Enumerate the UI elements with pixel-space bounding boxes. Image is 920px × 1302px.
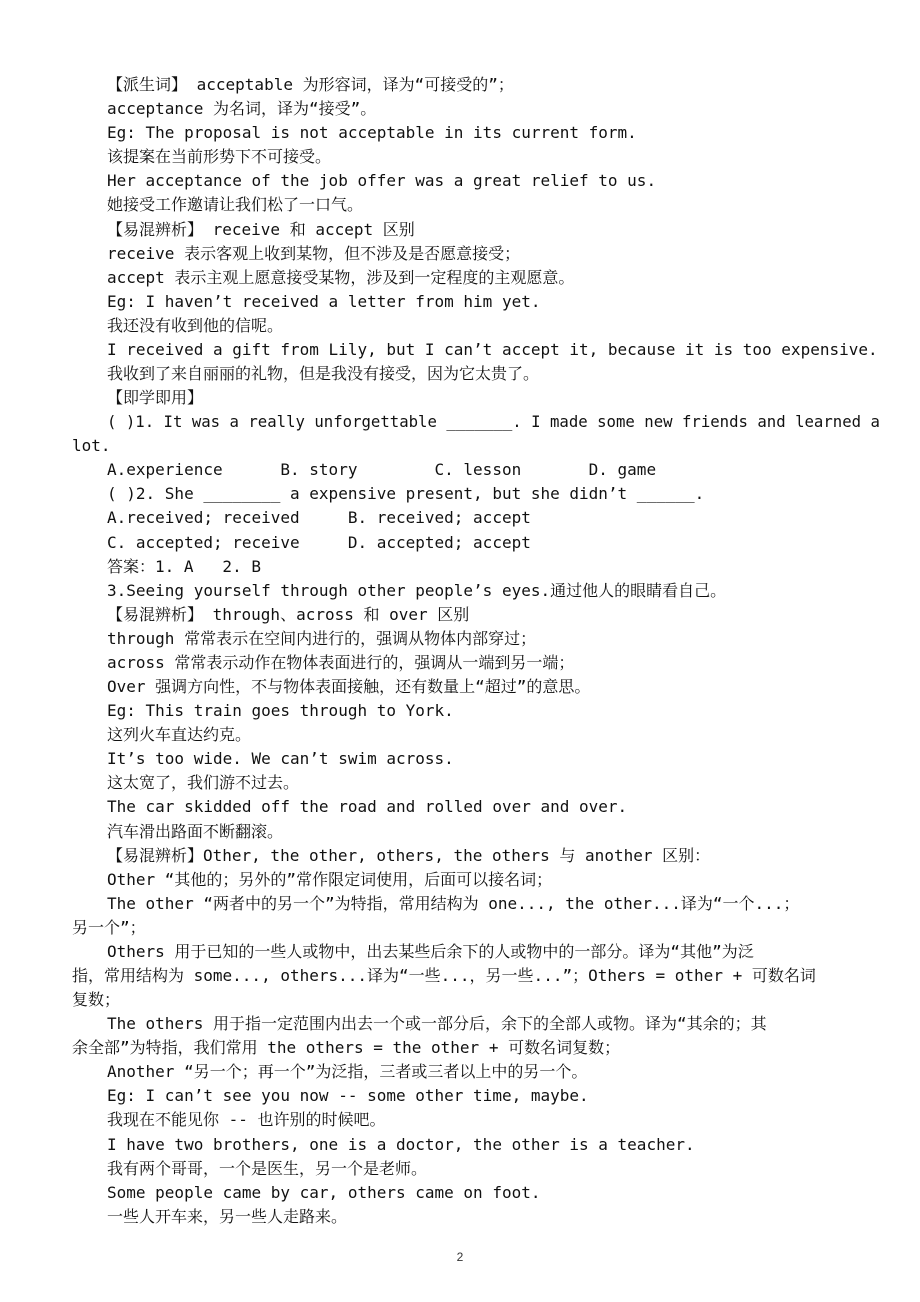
- text-line: 【易混辨析】Other, the other, others, the others 与 another 区别：: [107, 845, 711, 865]
- text-line: 【易混辨析】 receive 和 accept 区别: [107, 219, 415, 239]
- text-line: C. accepted; receive D. accepted; accept: [107, 532, 531, 552]
- text-line: Her acceptance of the job offer was a great relief to us.: [107, 171, 657, 191]
- text-line: Eg: The proposal is not acceptable in its current form.: [107, 123, 637, 143]
- text-line: Some people came by car, others came on foot.: [107, 1182, 541, 1202]
- text-line: ( )2. She ________ a expensive present, but she didn’t ______.: [107, 484, 705, 504]
- text-line: The other “两者中的另一个”为特指，常用结构为 one..., the other...译为“一个...；: [107, 893, 800, 913]
- text-line: 我现在不能见你 -- 也许别的时候吧。: [107, 1110, 386, 1130]
- text-line: 这太宽了，我们游不过去。: [107, 773, 300, 793]
- text-line: 她接受工作邀请让我们松了一口气。: [107, 195, 364, 215]
- text-line: A.experience B. story C. lesson D. game: [107, 460, 657, 480]
- text-line: across 常常表示动作在物体表面进行的，强调从一端到另一端；: [107, 652, 575, 672]
- text-line: 我还没有收到他的信呢。: [107, 315, 284, 335]
- text-line: Eg: I can’t see you now -- some other time, maybe.: [107, 1086, 589, 1106]
- text-line: 3.Seeing yourself through other people’s eyes.通过他人的眼睛看自己。: [107, 580, 727, 600]
- text-line: Over 强调方向性，不与物体表面接触，还有数量上“超过”的意思。: [107, 677, 591, 696]
- text-line: Others 用于已知的一些人或物中，出去某些后余下的人或物中的一部分。译为“其他”为泛: [107, 941, 754, 961]
- text-line: Eg: This train goes through to York.: [107, 701, 454, 721]
- text-line: The car skidded off the road and rolled over and over.: [107, 797, 628, 817]
- text-line: 【派生词】 acceptable 为形容词，译为“可接受的”；: [107, 75, 514, 94]
- text-line: 该提案在当前形势下不可接受。: [107, 147, 332, 167]
- text-line: accept 表示主观上愿意接受某物，涉及到一定程度的主观愿意。: [107, 267, 575, 287]
- text-line: I received a gift from Lily, but I can’t accept it, because it is too expensive.: [107, 339, 878, 359]
- text-line: 一些人开车来，另一些人走路来。: [107, 1206, 348, 1226]
- text-line: 【易混辨析】 through、across 和 over 区别: [107, 604, 470, 624]
- text-line: 我收到了来自丽丽的礼物，但是我没有接受，因为它太贵了。: [107, 364, 540, 383]
- text-line: The others 用于指一定范围内出去一个或一部分后，余下的全部人或物。译为“其余的；其: [107, 1014, 767, 1034]
- text-line: 指，常用结构为 some..., others...译为“一些...，另一些...”；Others = other + 可数名词: [72, 966, 816, 985]
- text-line: Eg: I haven’t received a letter from him yet.: [107, 291, 541, 311]
- text-line: 答案：1. A 2. B: [107, 556, 261, 576]
- text-line: 【即学即用】: [107, 388, 204, 407]
- text-line: A.received; received B. received; accept: [107, 508, 531, 528]
- text-line: It’s too wide. We can’t swim across.: [107, 749, 454, 769]
- text-line: 这列火车直达约克。: [107, 725, 252, 745]
- text-line: I have two brothers, one is a doctor, the other is a teacher.: [107, 1134, 695, 1154]
- text-line: acceptance 为名词，译为“接受”。: [107, 99, 377, 119]
- text-line: lot.: [72, 436, 111, 456]
- text-line: 余全部”为特指，我们常用 the others = the other + 可数名词复数；: [72, 1038, 621, 1058]
- text-line: 另一个”；: [72, 917, 146, 937]
- text-line: 我有两个哥哥，一个是医生，另一个是老师。: [107, 1158, 428, 1178]
- text-line: 汽车滑出路面不断翻滚。: [107, 821, 284, 841]
- page-number: 2: [456, 1250, 464, 1264]
- text-line: 复数；: [72, 990, 121, 1009]
- text-line: Another “另一个；再一个”为泛指，三者或三者以上中的另一个。: [107, 1062, 588, 1082]
- text-line: Other “其他的；另外的”常作限定词使用，后面可以接名词；: [107, 869, 553, 889]
- text-line: ( )1. It was a really unforgettable _______. I made some new friends and learned a: [107, 412, 880, 432]
- text-line: through 常常表示在空间内进行的，强调从物体内部穿过；: [107, 628, 537, 648]
- text-line: receive 表示客观上收到某物，但不涉及是否愿意接受；: [107, 243, 521, 263]
